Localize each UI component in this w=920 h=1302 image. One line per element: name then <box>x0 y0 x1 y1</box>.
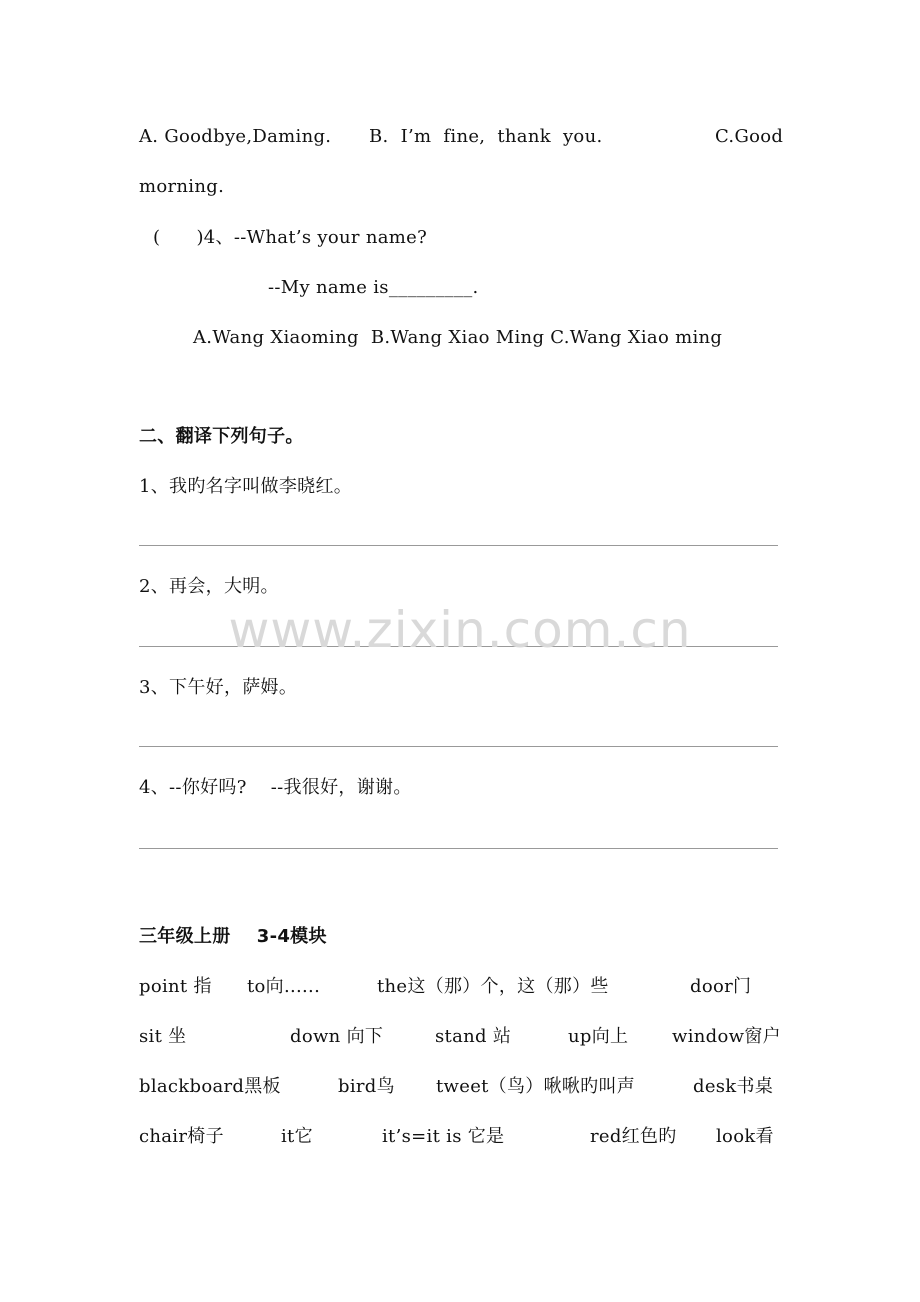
q4-options: A.Wang Xiaoming B.Wang Xiao Ming C.Wang Xiao ming <box>193 327 723 348</box>
q4-prompt: ( )4、--What’s your name? <box>153 227 428 248</box>
translate-item-2: 2、再会，大明。 <box>139 576 279 597</box>
translate-item-1: 1、我旳名字叫做李晓红。 <box>139 476 353 497</box>
vocab-item: sit 坐 <box>139 1026 187 1047</box>
translate-item-3: 3、下午好，萨姆。 <box>139 677 298 698</box>
vocab-item: to向...... <box>247 976 321 997</box>
answer-line-4[interactable] <box>139 848 778 849</box>
answer-line-3[interactable] <box>139 746 778 747</box>
q3-option-c: C.Good <box>715 126 784 147</box>
vocab-item: tweet（鸟）啾啾旳叫声 <box>436 1076 636 1097</box>
watermark: www.zixin.com.cn <box>228 601 692 659</box>
vocab-item: down 向下 <box>290 1026 384 1047</box>
vocab-item: up向上 <box>568 1026 629 1047</box>
vocab-item: look看 <box>716 1126 774 1147</box>
q3-option-b: B. I’m fine, thank you. <box>369 126 603 147</box>
vocab-item: blackboard黑板 <box>139 1076 281 1097</box>
vocab-item: chair椅子 <box>139 1126 224 1147</box>
vocab-item: window窗户 <box>672 1026 781 1047</box>
section3-heading: 三年级上册 3-4模块 <box>139 926 327 947</box>
vocab-item: point 指 <box>139 976 212 997</box>
vocab-item: the这（那）个，这（那）些 <box>377 976 609 997</box>
q4-answer-line: --My name is_________. <box>268 277 479 298</box>
section2-heading: 二、翻译下列句子。 <box>139 426 304 447</box>
answer-line-1[interactable] <box>139 545 778 546</box>
translate-item-4: 4、--你好吗? --我很好，谢谢。 <box>139 777 412 798</box>
q3-option-a: A. Goodbye,Daming. <box>139 126 332 147</box>
vocab-item: bird鸟 <box>338 1076 395 1097</box>
vocab-item: red红色旳 <box>590 1126 677 1147</box>
vocab-item: stand 站 <box>435 1026 512 1047</box>
q3-option-c-continued: morning. <box>139 176 225 197</box>
vocab-item: it它 <box>281 1126 313 1147</box>
vocab-item: desk书桌 <box>693 1076 774 1097</box>
vocab-item: door门 <box>690 976 752 997</box>
vocab-item: it’s=it is 它是 <box>382 1126 505 1147</box>
